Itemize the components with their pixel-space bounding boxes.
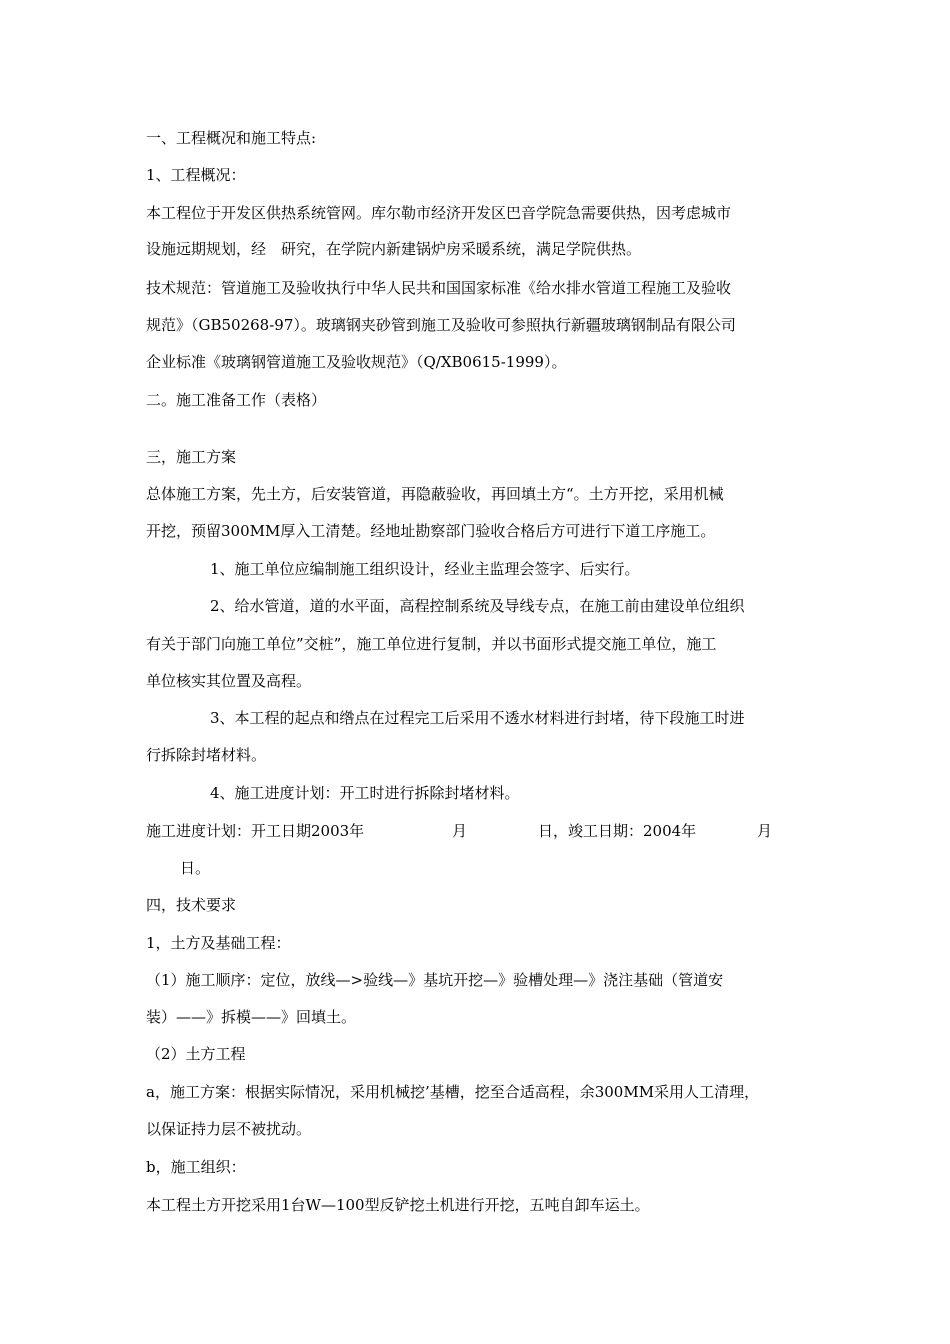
schedule-month-1: 月 [452, 822, 468, 840]
subheading-earthwork: 1，土方及基础工程： [146, 934, 291, 952]
paragraph-line: 2、给水管道，道的水平面，高程控制系统及导线专点，在施工前由建设单位组织 [210, 597, 745, 615]
paragraph-line: 以保证持力层不被扰动。 [146, 1120, 312, 1138]
paragraph-line: 4、施工进度计划：开工时进行拆除封堵材料。 [210, 784, 520, 802]
paragraph-line: 本工程土方开挖采用1台W—100型反铲挖土机进行开挖，五吨自卸车运土。 [146, 1196, 650, 1214]
section-heading-preparation: 二。施工准备工作（表格） [146, 391, 327, 409]
paragraph-line: 单位核实其位置及高程。 [146, 672, 312, 690]
schedule-month-2: 月 [757, 822, 773, 840]
paragraph-line: 总体施工方案，先土方，后安装管道，再隐蔽验收，再回填土方“。土方开挖，采用机械 [146, 485, 724, 503]
paragraph-line: 开挖，预留300MM厚入工清楚。经地址勘察部门验收合格后方可进行下道工序施工。 [146, 522, 716, 540]
section-heading-overview: 一、工程概况和施工特点: [146, 129, 317, 147]
subheading-organization: b，施工组织： [146, 1158, 246, 1176]
paragraph-line: 企业标准《玻璃钢管道施工及验收规范》（Q/XB0615-1999）。 [146, 353, 567, 371]
schedule-day-2: 日。 [180, 859, 211, 877]
schedule-day-1: 日，竣工日期：2004年 [538, 822, 697, 840]
paragraph-line: 3、本工程的起点和绺点在过程完工后采用不透水材料进行封堵，待下段施工时进 [210, 709, 745, 727]
section-heading-plan: 三，施工方案 [146, 448, 237, 466]
paragraph-line: 装）——》拆模——》回填土。 [146, 1008, 357, 1026]
paragraph-line: 规范》（GB50268-97）。玻璃钢夹砂管到施工及验收可参照执行新疆玻璃钢制品有限公司 [146, 316, 736, 334]
section-heading-requirements: 四，技术要求 [146, 896, 237, 914]
paragraph-line: 行拆除封堵材料。 [146, 746, 267, 764]
subheading-earthwork-2: （2）土方工程 [146, 1045, 246, 1063]
paragraph-line: 技术规范：管道施工及验收执行中华人民共和国国家标准《给水排水管道工程施工及验收 [146, 279, 732, 297]
subheading-overview: 1、工程概况： [146, 166, 246, 184]
paragraph-line: （1）施工顺序：定位，放线—>验线—》基坑开挖—》验槽处理—》浇注基础（管道安 [146, 971, 724, 989]
paragraph-line: a，施工方案：根据实际情况，采用机械挖’基槽，挖至合适高程，余300MM采用人工清理， [146, 1083, 760, 1101]
schedule-start-label: 施工进度计划：开工日期2003年 [146, 822, 365, 840]
paragraph-line: 有关于部门向施工单位”交桩”，施工单位进行复制，并以书面形式提交施工单位，施工 [146, 635, 717, 653]
paragraph-line: 1、施工单位应编制施工组织设计，经业主监理会签字、后实行。 [210, 560, 640, 578]
paragraph-line: 设施远期规划，经 研究，在学院内新建锅炉房采暖系统，满足学院供热。 [146, 240, 642, 258]
paragraph-line: 本工程位于开发区供热系统管网。库尔勒市经济开发区巴音学院急需要供热，因考虑城市 [146, 204, 732, 222]
